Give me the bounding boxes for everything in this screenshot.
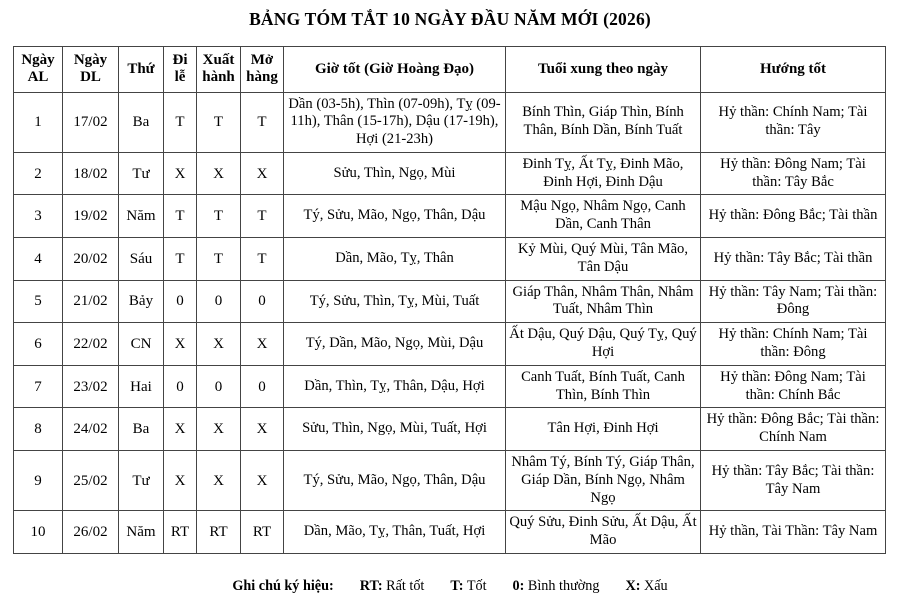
cell-mo-hang: RT	[241, 511, 284, 554]
legend-item-rt	[360, 578, 425, 595]
cell-huong-tot: Hỷ thần: Đông Nam; Tài thần: Chính Bắc	[701, 365, 886, 408]
cell-huong-tot: Hỷ thần: Tây Nam; Tài thần: Đông	[701, 280, 886, 323]
legend-note	[0, 578, 900, 595]
cell-ngay-dl: 26/02	[63, 511, 119, 554]
cell-xuat-hanh: 0	[197, 365, 241, 408]
cell-gio-tot: Tý, Sửu, Mão, Ngọ, Thân, Dậu	[284, 195, 506, 238]
cell-tuoi-xung: Canh Tuất, Bính Tuất, Canh Thìn, Bính Thìn	[506, 365, 701, 408]
table-row	[14, 511, 886, 554]
cell-huong-tot: Hỷ thần: Chính Nam; Tài thần: Tây	[701, 92, 886, 152]
cell-gio-tot: Sửu, Thìn, Ngọ, Mùi	[284, 152, 506, 195]
cell-tuoi-xung: Mậu Ngọ, Nhâm Ngọ, Canh Dần, Canh Thân	[506, 195, 701, 238]
cell-gio-tot: Dần, Mão, Tỵ, Thân, Tuất, Hợi	[284, 511, 506, 554]
cell-ngay-al: 6	[14, 323, 63, 366]
table-row	[14, 92, 886, 152]
legend-meaning-0: Bình thường	[527, 578, 600, 594]
cell-thu: Năm	[119, 511, 164, 554]
cell-ngay-al: 4	[14, 238, 63, 281]
cell-xuat-hanh: RT	[197, 511, 241, 554]
cell-ngay-dl: 21/02	[63, 280, 119, 323]
cell-tuoi-xung: Kỷ Mùi, Quý Mùi, Tân Mão, Tân Dậu	[506, 238, 701, 281]
cell-ngay-al: 10	[14, 511, 63, 554]
cell-tuoi-xung: Tân Hợi, Đinh Hợi	[506, 408, 701, 451]
cell-thu: Hai	[119, 365, 164, 408]
cell-tuoi-xung: Đinh Tỵ, Ất Tỵ, Đinh Mão, Đinh Hợi, Đinh Dậu	[506, 152, 701, 195]
table-row	[14, 451, 886, 511]
legend-item-0	[513, 578, 600, 595]
column-header-ngay-al: Ngày AL	[14, 47, 63, 93]
cell-thu: Năm	[119, 195, 164, 238]
cell-huong-tot: Hỷ thần: Chính Nam; Tài thần: Đông	[701, 323, 886, 366]
cell-xuat-hanh: X	[197, 152, 241, 195]
cell-gio-tot: Dần, Mão, Tỵ, Thân	[284, 238, 506, 281]
cell-mo-hang: 0	[241, 365, 284, 408]
cell-gio-tot: Sửu, Thìn, Ngọ, Mùi, Tuất, Hợi	[284, 408, 506, 451]
cell-ngay-dl: 20/02	[63, 238, 119, 281]
cell-ngay-dl: 24/02	[63, 408, 119, 451]
cell-xuat-hanh: T	[197, 238, 241, 281]
cell-ngay-dl: 17/02	[63, 92, 119, 152]
cell-di-le: 0	[164, 365, 197, 408]
cell-di-le: 0	[164, 280, 197, 323]
cell-di-le: X	[164, 323, 197, 366]
cell-huong-tot: Hỷ thần: Đông Bắc; Tài thần: Chính Nam	[701, 408, 886, 451]
cell-xuat-hanh: X	[197, 451, 241, 511]
cell-xuat-hanh: 0	[197, 280, 241, 323]
column-header-thu: Thứ	[119, 47, 164, 93]
page-title: BẢNG TÓM TẮT 10 NGÀY ĐẦU NĂM MỚI (2026)	[249, 9, 651, 29]
column-header-gio-tot: Giờ tốt (Giờ Hoàng Đạo)	[284, 47, 506, 93]
cell-gio-tot: Dần (03-5h), Thìn (07-09h), Tỵ (09-11h), Thân (15-17h), Dậu (17-19h), Hợi (21-23h)	[284, 92, 506, 152]
table-row	[14, 195, 886, 238]
column-header-huong-tot: Hướng tốt	[701, 47, 886, 93]
cell-gio-tot: Dần, Thìn, Tỵ, Thân, Dậu, Hợi	[284, 365, 506, 408]
column-header-tuoi-xung: Tuổi xung theo ngày	[506, 47, 701, 93]
cell-tuoi-xung: Giáp Thân, Nhâm Thân, Nhâm Tuất, Nhâm Thìn	[506, 280, 701, 323]
cell-xuat-hanh: T	[197, 92, 241, 152]
cell-xuat-hanh: X	[197, 323, 241, 366]
cell-di-le: T	[164, 195, 197, 238]
cell-tuoi-xung: Ất Dậu, Quý Dậu, Quý Tỵ, Quý Hợi	[506, 323, 701, 366]
cell-thu: Ba	[119, 92, 164, 152]
legend-item-t	[450, 578, 486, 595]
lunar-calendar-table	[13, 46, 886, 554]
cell-di-le: RT	[164, 511, 197, 554]
cell-di-le: X	[164, 152, 197, 195]
cell-tuoi-xung: Bính Thìn, Giáp Thìn, Bính Thân, Bính Dần, Bính Tuất	[506, 92, 701, 152]
cell-ngay-al: 7	[14, 365, 63, 408]
cell-mo-hang: X	[241, 152, 284, 195]
cell-huong-tot: Hỷ thần: Tây Bắc; Tài thần: Tây Nam	[701, 451, 886, 511]
cell-mo-hang: X	[241, 323, 284, 366]
cell-thu: Bảy	[119, 280, 164, 323]
table-header	[14, 47, 886, 93]
cell-ngay-al: 8	[14, 408, 63, 451]
table-row	[14, 365, 886, 408]
table-row	[14, 152, 886, 195]
cell-ngay-al: 2	[14, 152, 63, 195]
legend-symbol-t: T:	[450, 578, 464, 594]
cell-mo-hang: 0	[241, 280, 284, 323]
cell-gio-tot: Tý, Dần, Mão, Ngọ, Mùi, Dậu	[284, 323, 506, 366]
cell-huong-tot: Hỷ thần: Tây Bắc; Tài thần	[701, 238, 886, 281]
cell-gio-tot: Tý, Sửu, Thìn, Tỵ, Mùi, Tuất	[284, 280, 506, 323]
cell-di-le: T	[164, 92, 197, 152]
legend-symbol-x: X:	[625, 578, 641, 594]
table-header-row	[14, 47, 886, 93]
cell-mo-hang: T	[241, 238, 284, 281]
legend-meaning-x: Xấu	[643, 578, 668, 594]
legend-symbol-rt: RT:	[359, 578, 383, 594]
cell-ngay-dl: 18/02	[63, 152, 119, 195]
cell-xuat-hanh: T	[197, 195, 241, 238]
cell-gio-tot: Tý, Sửu, Mão, Ngọ, Thân, Dậu	[284, 451, 506, 511]
cell-ngay-al: 5	[14, 280, 63, 323]
column-header-ngay-dl: Ngày DL	[63, 47, 119, 93]
cell-thu: Sáu	[119, 238, 164, 281]
summary-table-container	[13, 46, 885, 554]
table-row	[14, 408, 886, 451]
legend-item-x	[625, 578, 667, 595]
table-row	[14, 280, 886, 323]
column-header-di-le: Đi lễ	[164, 47, 197, 93]
column-header-xuat-hanh: Xuất hành	[197, 47, 241, 93]
cell-ngay-dl: 25/02	[63, 451, 119, 511]
cell-di-le: X	[164, 408, 197, 451]
cell-xuat-hanh: X	[197, 408, 241, 451]
cell-thu: Tư	[119, 152, 164, 195]
cell-huong-tot: Hỷ thần: Đông Bắc; Tài thần	[701, 195, 886, 238]
cell-ngay-al: 1	[14, 92, 63, 152]
cell-thu: Ba	[119, 408, 164, 451]
legend-meaning-rt: Rất tốt	[386, 578, 425, 594]
cell-ngay-al: 3	[14, 195, 63, 238]
cell-mo-hang: X	[241, 451, 284, 511]
cell-ngay-dl: 23/02	[63, 365, 119, 408]
table-row	[14, 323, 886, 366]
cell-mo-hang: X	[241, 408, 284, 451]
cell-thu: CN	[119, 323, 164, 366]
cell-tuoi-xung: Nhâm Tý, Bính Tý, Giáp Thân, Giáp Dần, Bính Ngọ, Nhâm Ngọ	[506, 451, 701, 511]
cell-mo-hang: T	[241, 92, 284, 152]
legend-meaning-t: Tốt	[466, 578, 487, 594]
cell-di-le: X	[164, 451, 197, 511]
legend-label: Ghi chú ký hiệu:	[232, 578, 334, 594]
cell-huong-tot: Hỷ thần, Tài Thần: Tây Nam	[701, 511, 886, 554]
cell-tuoi-xung: Quý Sửu, Đinh Sửu, Ất Dậu, Ất Mão	[506, 511, 701, 554]
table-body	[14, 92, 886, 554]
cell-huong-tot: Hỷ thần: Đông Nam; Tài thần: Tây Bắc	[701, 152, 886, 195]
cell-ngay-dl: 19/02	[63, 195, 119, 238]
column-header-mo-hang: Mở hàng	[241, 47, 284, 93]
table-row	[14, 238, 886, 281]
legend-symbol-0: 0:	[512, 578, 525, 594]
cell-ngay-dl: 22/02	[63, 323, 119, 366]
cell-thu: Tư	[119, 451, 164, 511]
cell-mo-hang: T	[241, 195, 284, 238]
cell-ngay-al: 9	[14, 451, 63, 511]
cell-di-le: T	[164, 238, 197, 281]
